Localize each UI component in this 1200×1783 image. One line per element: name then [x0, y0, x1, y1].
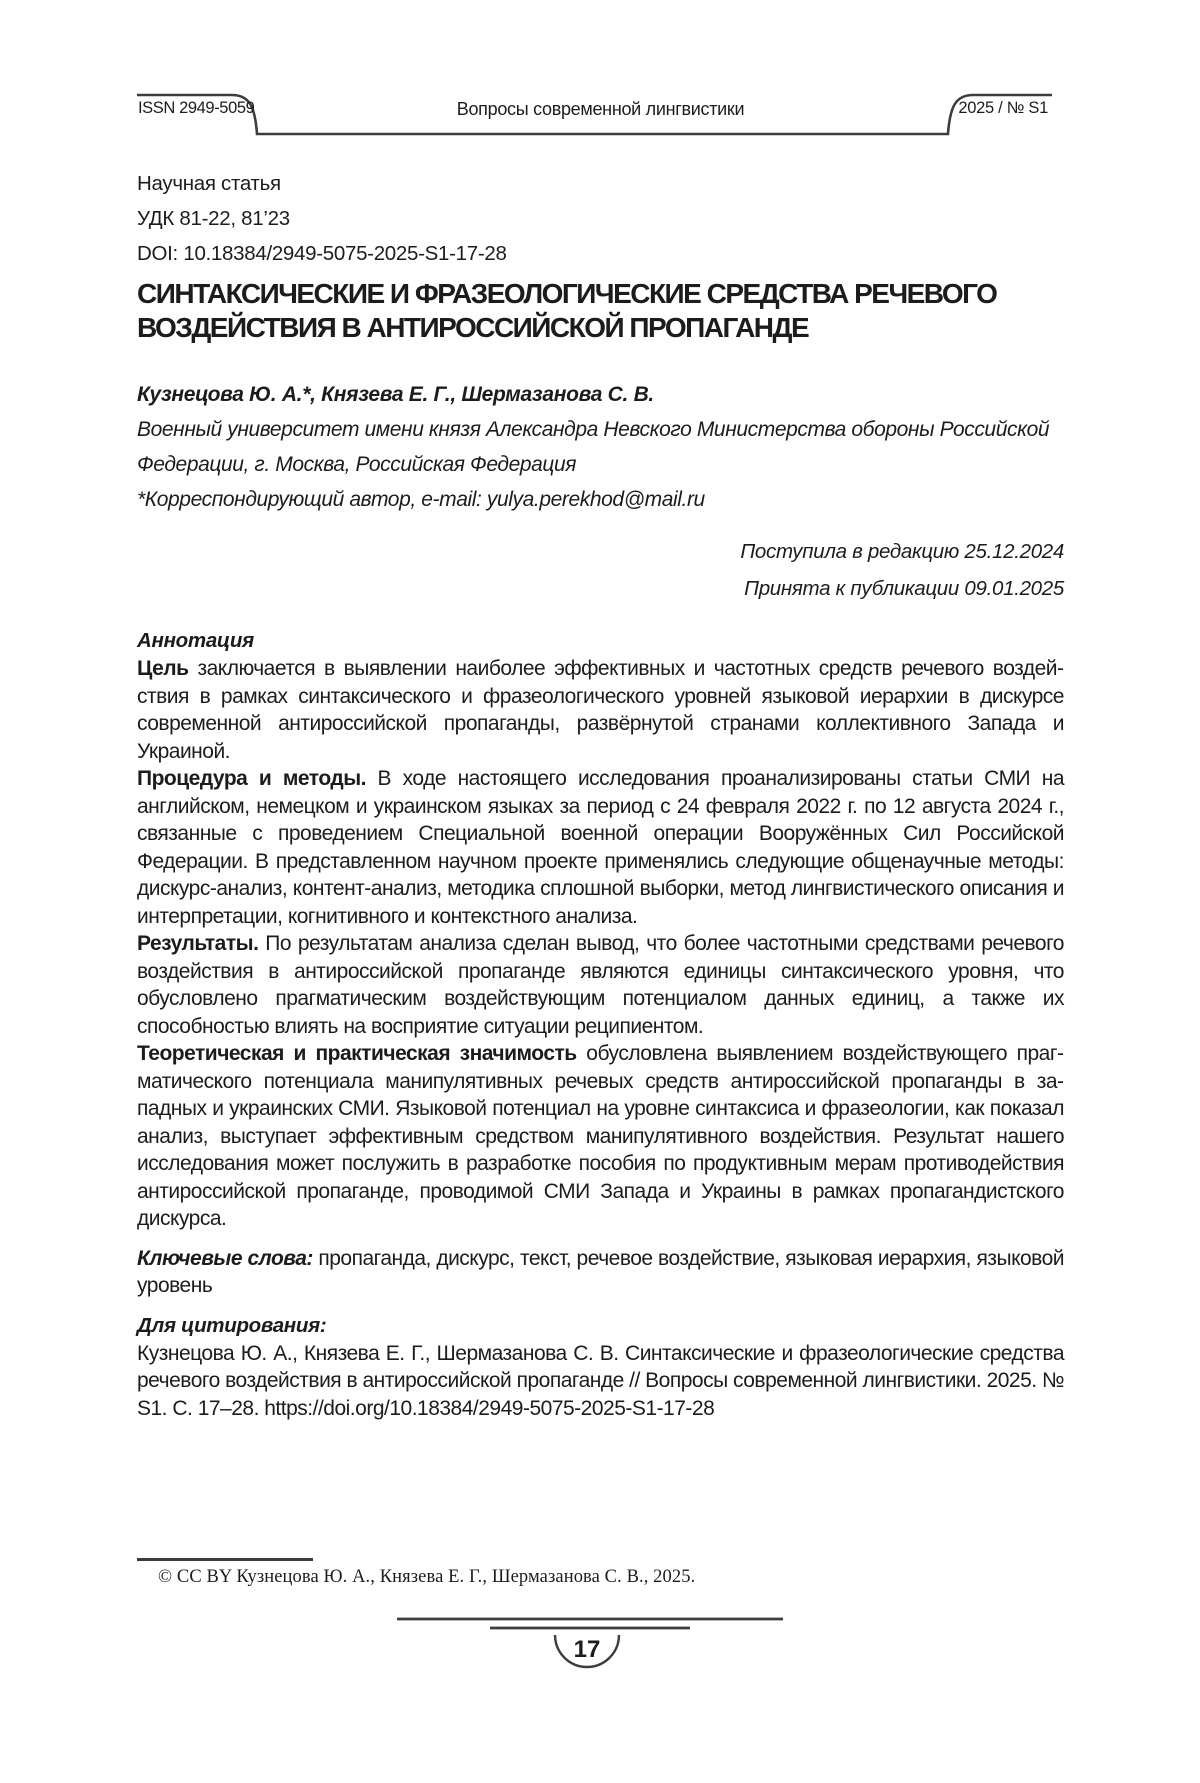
- article-body: [137, 166, 1064, 1422]
- keywords-text: пропаганда, дискурс, текст, речевое воздействие, языковая иерархия, языковой уровень: [137, 1246, 1064, 1297]
- paragraph-text: обусловлена выявлением воздействующего прагматического потенциала манипулятивных речевых средств антироссийской пропаганды в западных и украинских СМИ. Языковой потенциал на уровне синтаксиса и фразеологии, как показал анализ, выступает эффективным средством манипулятивного воздействия. Результат нашего исследования может послужить в разработке пособия по продуктивным мерам противодействия антироссийской пропаганде, проводимой СМИ Запада и Украины в рамках пропагандистского дискурса.: [137, 1042, 1064, 1230]
- page-number: 17: [573, 1636, 601, 1663]
- copyright-rule: [137, 1558, 313, 1561]
- paragraph-lead: Теоретическая и практическая значимость: [137, 1042, 577, 1065]
- doi-line: DOI: 10.18384/2949-5075-2025-S1-17-28: [137, 242, 507, 265]
- paragraph-lead: Процедура и методы.: [137, 767, 366, 790]
- keywords-line: [137, 1245, 1064, 1300]
- abstract-paragraph-significance: [137, 1040, 1064, 1233]
- date-received: Поступила в редакцию 25.12.2024: [740, 540, 1064, 563]
- copyright-line: © CC BY Кузнецова Ю. А., Князева Е. Г., Шермазанова С. В., 2025.: [158, 1567, 696, 1587]
- paragraph-text: заключается в выявлении наиболее эффективных и частотных средств речевого воздействия в рамках синтаксического и фразеологического уровней языковой иерархии в дискурсе современной антироссийской пропаганды, развёрнутой странами коллективного Запада и Украиной.: [137, 657, 1064, 763]
- header-issn: ISSN 2949-5059: [138, 99, 255, 117]
- abstract-paragraph-goal: [137, 655, 1064, 765]
- submission-dates: [137, 533, 1064, 607]
- abstract-section: [137, 627, 1064, 1422]
- header-issue: 2025 / № S1: [958, 99, 1048, 117]
- abstract-paragraph-results: [137, 930, 1064, 1040]
- header-journal-title: Вопросы современной лингвистики: [456, 99, 745, 119]
- paragraph-lead: Результаты.: [137, 932, 259, 955]
- paragraph-text: В ходе настоящего исследования проанализированы статьи СМИ на английском, немецком и украинском языках за период с 24 февраля 2022 г. по 12 августа 2024 г., связанные с проведением Специальной военной операции Вооружённых Сил Российской Федерации. В представленном научном проекте применялись следующие общенаучные методы: дискурс-анализ, контент-анализ, методика сплошной выборки, метод лингвистического описания и интерпретации, когнитивного и контекстного анализа.: [137, 767, 1064, 928]
- authors-line: Кузнецова Ю. А.*, Князева Е. Г., Шермазанова С. В.: [137, 383, 654, 406]
- corresponding-author: *Корреспондирующий автор, e-mail: yulya.perekhod@mail.ru: [137, 488, 705, 511]
- header-rule: [0, 0, 1200, 160]
- affiliation: Военный университет имени князя Александра Невского Министерства обороны Российской Федерации, г. Москва, Российская Федерация: [137, 418, 1050, 476]
- citation-heading: Для цитирования:: [137, 1313, 327, 1337]
- paragraph-lead: Цель: [137, 657, 189, 680]
- keywords-lead: Ключевые слова:: [137, 1246, 313, 1270]
- abstract-heading: Аннотация: [137, 629, 254, 652]
- article-title: СИНТАКСИЧЕСКИЕ И ФРАЗЕОЛОГИЧЕСКИЕ СРЕДСТВА РЕЧЕВОГО ВОЗДЕЙСТВИЯ В АНТИРОССИЙСКОЙ ПРОПАГАНДЕ: [137, 278, 997, 343]
- page-number-ornament: [0, 1614, 1200, 1684]
- date-accepted: Принята к публикации 09.01.2025: [744, 577, 1064, 600]
- article-type: Научная статья: [137, 172, 281, 195]
- udk-code: УДК 81-22, 81’23: [137, 207, 290, 230]
- paragraph-text: По результатам анализа сделан вывод, что более частотными средствами речевого воздействия в антироссийской пропаганде являются единицы синтаксического уровня, что обусловлено прагматическим воздействующим потенциалом данных единиц, а также их способностью влиять на восприятие ситуации реципиентом.: [137, 932, 1064, 1038]
- citation-text: Кузнецова Ю. А., Князева Е. Г., Шермазанова С. В. Синтаксические и фразеологические средства речевого воздействия в антироссийской пропаганде // Вопросы современной лингвистики. 2025. № S1. С. 17–28. https://doi.org/10.18384/2949-5075-2025-S1-17-28: [137, 1341, 1064, 1420]
- abstract-paragraph-methods: [137, 765, 1064, 930]
